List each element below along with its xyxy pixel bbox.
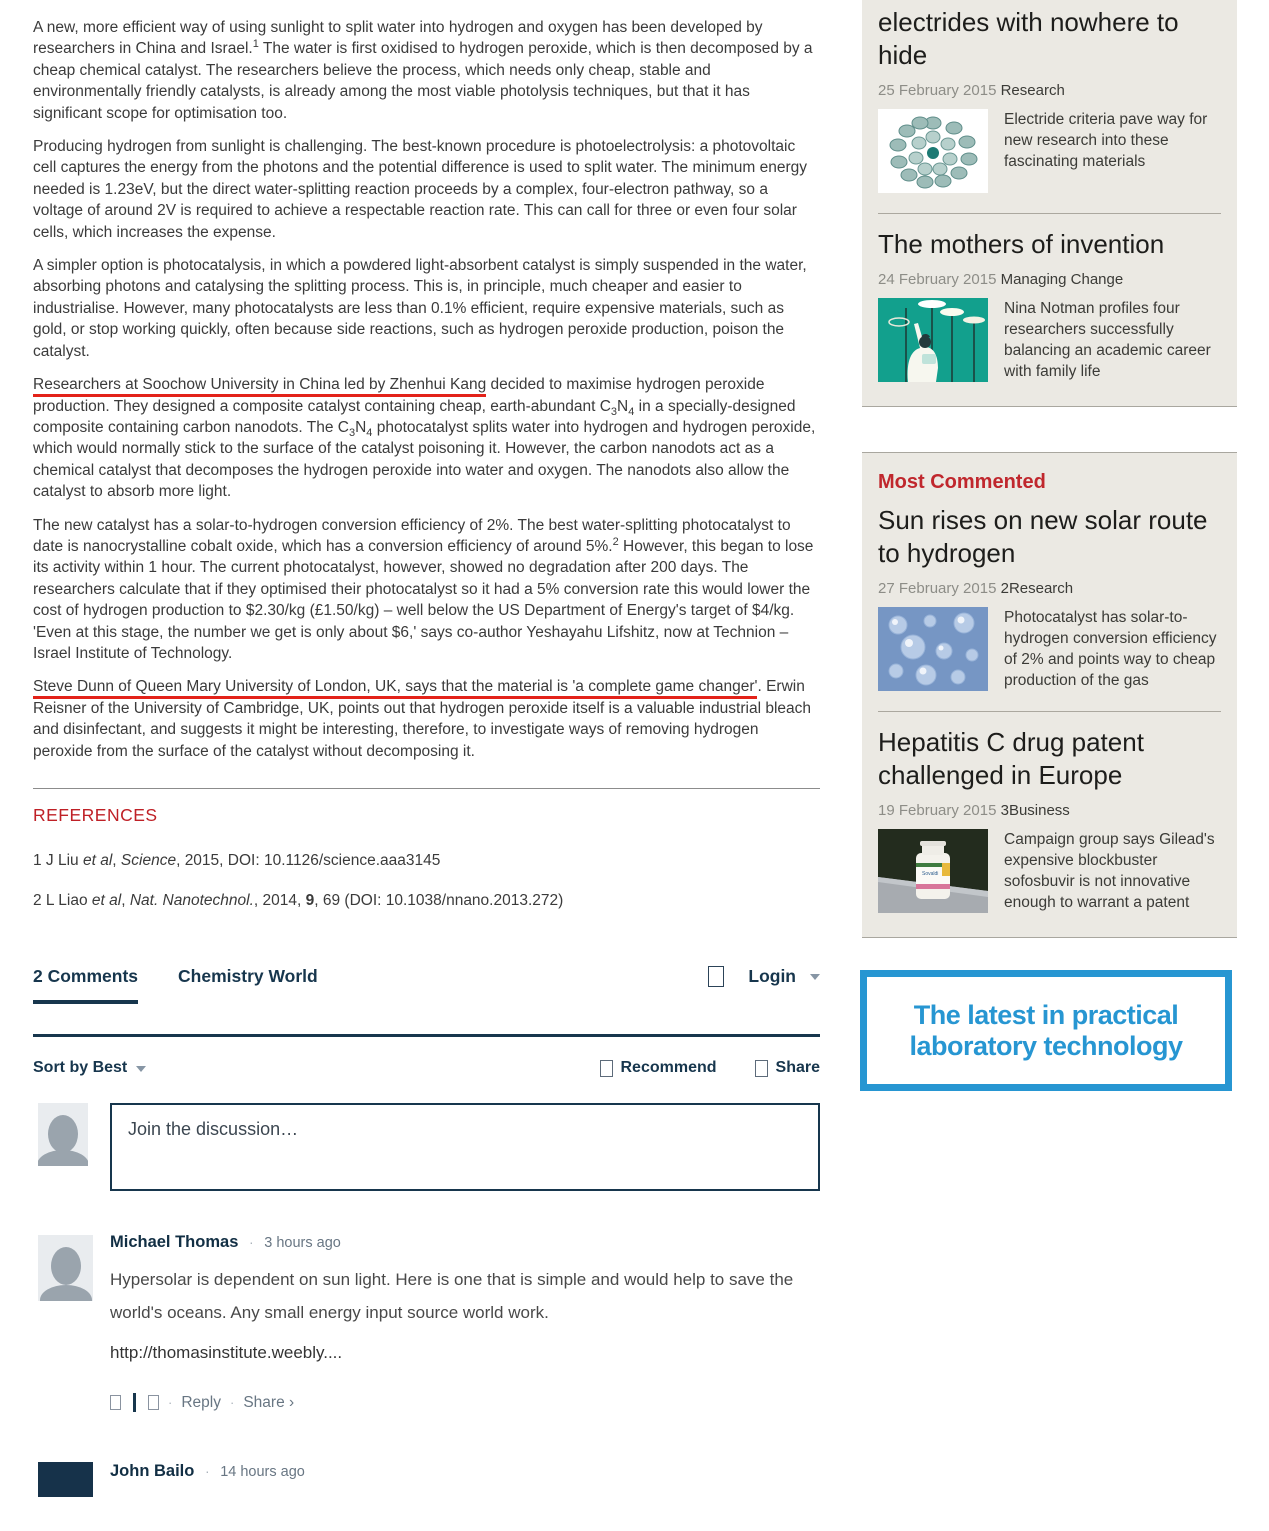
reply-button[interactable]: Reply xyxy=(181,1393,221,1411)
sidebar-item-category[interactable]: Research xyxy=(1008,580,1074,597)
comment-actions xyxy=(110,1393,820,1412)
recommend-icon xyxy=(600,1060,613,1077)
login-person-icon xyxy=(708,966,724,987)
comments-section xyxy=(33,966,820,1502)
article-paragraph: A simpler option is photocatalysis, in which a powdered light-absorbent catalyst is simply suspended in the water, absorbing photons and catalysing the splitting process. This is, in principle, much cheaper and easier to industrialise. However, many photocatalysts are less than 0.1% efficient, require expensive materials, such as gold, or stop working quickly, often because side reactions, such as hydrogen peroxide production, poison the catalyst. xyxy=(33,257,807,360)
article-paragraph: Steve Dunn of Queen Mary University of London, UK, says that the material is 'a complete game changer'. Erwin Reisner of the University of Cambridge, UK, points out that hydrogen peroxide itself is a valuable industrial bleach and disinfectant, and suggests it might be interesting, therefore, to investigate ways of removing hydrogen peroxide from the surface of the catalyst without decomposing it. xyxy=(33,678,811,760)
sidebar-item-teaser: Nina Notman profiles four researchers successfully balancing an academic career with family life xyxy=(1004,300,1211,380)
reference-item: 1 J Liu et al, Science, 2015, DOI: 10.1126/science.aaa3145 xyxy=(33,852,441,869)
avatar-head-icon xyxy=(51,1247,81,1285)
comment-input[interactable] xyxy=(110,1103,820,1191)
sidebar-item-title[interactable]: The mothers of invention xyxy=(878,229,1165,259)
laboratory-technology-ad[interactable] xyxy=(860,970,1232,1091)
electride-thumbnail[interactable] xyxy=(878,109,988,193)
sidebar-item[interactable] xyxy=(878,504,1221,691)
login-caret-icon xyxy=(810,974,820,980)
pill-bottle-thumbnail[interactable] xyxy=(878,829,988,913)
sidebar-item-title[interactable]: Hepatitis C drug patent challenged in Europe xyxy=(878,727,1144,790)
comment-body: Hypersolar is dependent on sun light. Here is one that is simple and would help to save the world's oceans. Any small energy input source world work. xyxy=(110,1270,794,1322)
sidebar-item[interactable] xyxy=(878,6,1221,193)
comment-composer xyxy=(33,1103,820,1191)
comments-divider xyxy=(33,1034,820,1037)
share-comment-button[interactable]: Share › xyxy=(243,1393,295,1411)
share-button[interactable] xyxy=(755,1059,820,1077)
comment-john-bailo xyxy=(33,1462,820,1502)
comment-author[interactable]: John Bailo xyxy=(110,1462,195,1480)
article-paragraph: Producing hydrogen from sunlight is challenging. The best-known procedure is photoelectrolysis: a photovoltaic cell captures the energy from the photons and the potential difference is used to split water. The minimum energy needed is 1.23eV, but the direct water-splitting reaction proceeds by a complex, four-electron pathway, so a voltage of around 2V is required to achieve a respectable reaction rate. This can call for three or even four solar cells, which increases the expense. xyxy=(33,138,808,241)
article-paragraph: Researchers at Soochow University in China led by Zhenhui Kang decided to maximise hydrogen peroxide production. They designed a composite catalyst containing cheap, earth-abundant $C_3N_4$ in a specially-designed composite containing carbon nanodots. The $C_3N_4$ photocatalyst splits water into hydrogen and hydrogen peroxide, which would normally stick to the surface of the catalyst poisoning it. However, the carbon nanodots act as a chemical catalyst that decomposes the hydrogen peroxide into water and oxygen. The nanodots also allow the catalyst to absorb more light. xyxy=(33,376,816,501)
article-body xyxy=(33,0,820,762)
commenter-avatar[interactable] xyxy=(38,1462,93,1497)
sidebar-item-teaser: Electride criteria pave way for new research into these fascinating materials xyxy=(1004,111,1208,170)
composer-avatar xyxy=(38,1103,88,1166)
most-commented-block xyxy=(862,452,1237,938)
sidebar-divider xyxy=(878,213,1221,214)
upvote-icon[interactable] xyxy=(110,1395,121,1410)
comments-toolbar xyxy=(33,1059,820,1077)
sidebar-item-date: 19 February 2015 xyxy=(878,802,997,819)
commenter-avatar[interactable] xyxy=(38,1235,93,1301)
comment-count-badge[interactable]: 3 xyxy=(1000,802,1009,819)
sidebar-item-date: 24 February 2015 xyxy=(878,271,997,288)
comment-author[interactable]: Michael Thomas xyxy=(110,1233,239,1251)
avatar-shoulders-icon xyxy=(38,1150,88,1166)
references-heading: REFERENCES xyxy=(33,805,158,825)
svg-text:Sovaldi: Sovaldi xyxy=(922,871,939,877)
comment-link[interactable]: http://thomasinstitute.weebly.... xyxy=(110,1343,343,1362)
comment-michael-thomas xyxy=(33,1233,820,1412)
most-commented-heading: Most Commented xyxy=(878,471,1046,493)
sort-by-best-dropdown[interactable] xyxy=(33,1059,146,1077)
dot-separator: · xyxy=(168,1395,173,1410)
mothers-of-invention-thumbnail[interactable] xyxy=(878,298,988,382)
community-name[interactable]: Chemistry World xyxy=(178,966,318,986)
dot-separator: · xyxy=(229,1395,235,1410)
login-label[interactable]: Login xyxy=(748,966,796,986)
comment-timestamp[interactable]: 3 hours ago xyxy=(264,1235,341,1251)
sidebar-item-teaser: Photocatalyst has solar-to-hydrogen conversion efficiency of 2% and points way to cheap production of the gas xyxy=(1004,609,1217,689)
sidebar-item-title[interactable]: electrides with nowhere to hide xyxy=(878,7,1179,70)
recommend-button[interactable] xyxy=(600,1059,717,1077)
login-control[interactable] xyxy=(708,966,820,987)
solar-hydrogen-thumbnail[interactable] xyxy=(878,607,988,691)
sort-label: Sort by Best xyxy=(33,1059,128,1076)
sidebar-item-date: 27 February 2015 xyxy=(878,580,997,597)
sidebar-item-category[interactable]: Research xyxy=(1000,82,1065,99)
dot-separator: · xyxy=(248,1234,254,1250)
vote-separator xyxy=(133,1393,136,1412)
recommend-label: Recommend xyxy=(620,1059,717,1076)
ad-text-line: laboratory technology xyxy=(909,1030,1183,1061)
sidebar-item[interactable] xyxy=(878,726,1221,913)
sidebar-item-category[interactable]: Managing Change xyxy=(1000,271,1124,288)
article-column xyxy=(33,0,820,930)
dot-separator: · xyxy=(204,1463,210,1479)
sidebar-item-category[interactable]: Business xyxy=(1008,802,1070,819)
references-section xyxy=(33,788,820,911)
sidebar-item-date: 25 February 2015 xyxy=(878,82,997,99)
avatar-head-icon xyxy=(48,1115,78,1153)
sidebar-item-title[interactable]: Sun rises on new solar route to hydrogen xyxy=(878,505,1208,568)
avatar-shoulders-icon xyxy=(40,1285,92,1301)
article-paragraph: The new catalyst has a solar-to-hydrogen conversion efficiency of 2%. The best water-splitting photocatalyst to date is nanocrystalline cobalt oxide, which has a conversion efficiency of around 5%.$^2$ However, this began to lose its activity within 1 hour. The current photocatalyst, however, showed no degradation after 200 days. The researchers calculate that if they optimised their photocatalyst so it had a 5% conversion rate this would lower the cost of hydrogen production to $2.30/kg (£1.50/kg) – well below the US Department of Energy's target of $4/kg. 'Even at this stage, the number we get is only about $6,' says co-author Yeshayahu Lifshitz, now at Technion – Israel Institute of Technology. xyxy=(33,516,814,662)
comment-timestamp[interactable]: 14 hours ago xyxy=(220,1464,305,1480)
sidebar-item[interactable] xyxy=(878,228,1221,382)
references-divider xyxy=(33,788,820,789)
share-label: Share xyxy=(775,1059,820,1076)
sidebar-item-teaser: Campaign group says Gilead's expensive blockbuster sofosbuvir is not innovative enough to warrant a patent xyxy=(1004,831,1215,911)
downvote-icon[interactable] xyxy=(148,1395,159,1410)
comments-header xyxy=(33,966,820,1004)
share-icon xyxy=(755,1060,768,1077)
comment-count-badge[interactable]: 2 xyxy=(1000,580,1009,597)
sidebar-divider xyxy=(878,711,1221,712)
reference-item: 2 L Liao et al, Nat. Nanotechnol., 2014, 9, 69 (DOI: 10.1038/nnano.2013.272) xyxy=(33,892,564,909)
comments-count-tab[interactable]: 2 Comments xyxy=(33,966,138,1004)
sort-caret-icon xyxy=(136,1066,146,1072)
article-paragraph: A new, more efficient way of using sunlight to split water into hydrogen and oxygen has been developed by researchers in China and Israel.$^1$ The water is first oxidised to hydrogen peroxide, which is then decomposed by a cheap chemical catalyst. The researchers believe the process, which needs only cheap, stable and environmentally friendly catalysts, is already among the most viable photolysis techniques, but that it has significant scope for optimisation too. xyxy=(33,19,813,122)
ad-text-line: The latest in practical xyxy=(913,999,1179,1030)
sidebar-most-read-block xyxy=(862,0,1237,407)
